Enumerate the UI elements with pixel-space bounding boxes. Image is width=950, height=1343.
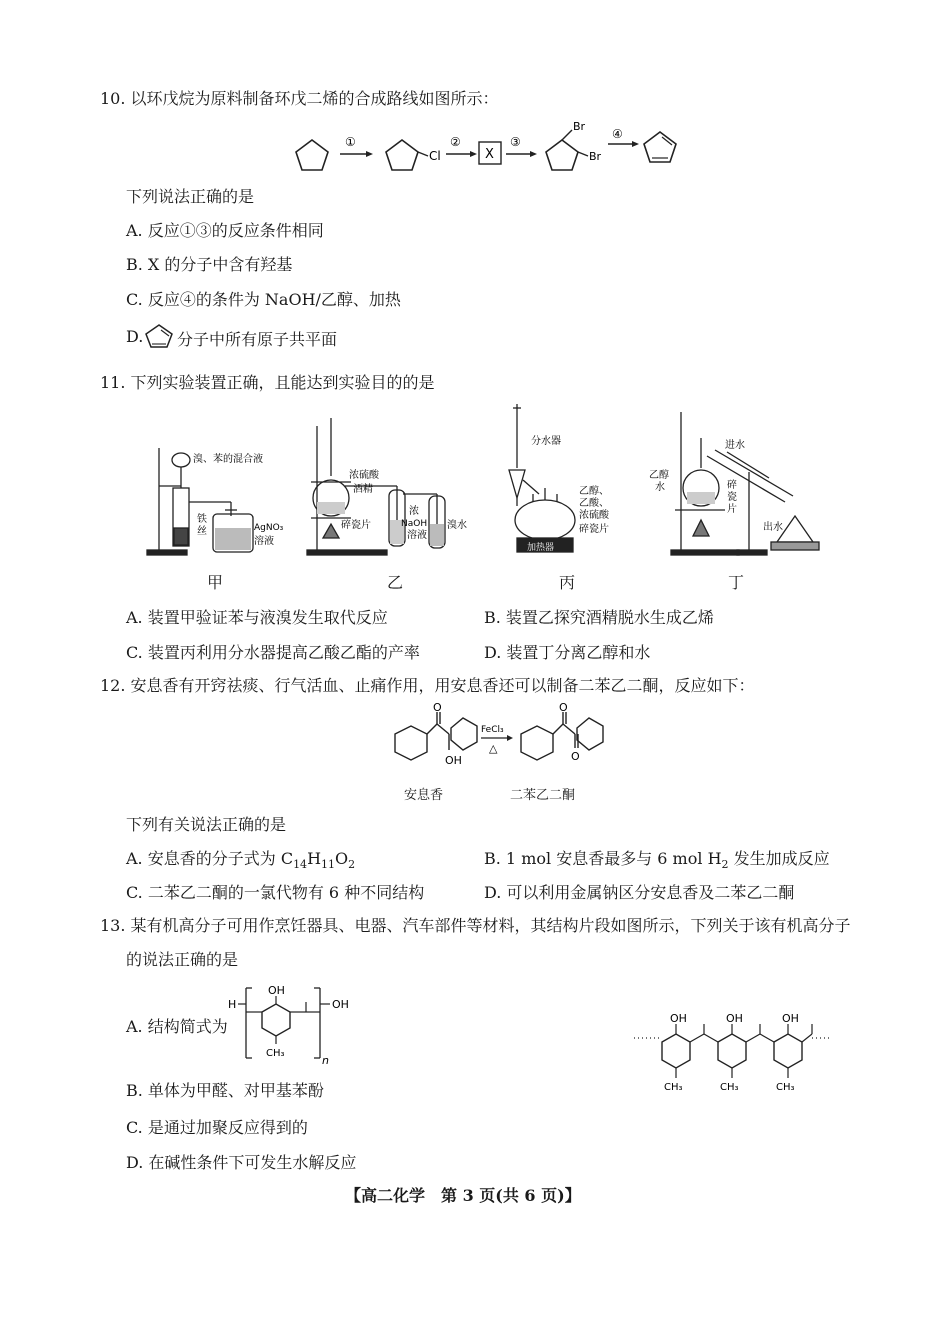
bing-heat: 加热器	[527, 543, 555, 553]
apparatus-ding	[671, 412, 819, 555]
step1-label: ①	[345, 135, 356, 149]
br2-label: Br	[589, 150, 602, 163]
bing-sep: 分水器	[531, 436, 561, 447]
benzoin-o: O	[433, 702, 442, 714]
q10-stem: 10. 以环戊烷为原料制备环戊二烯的合成路线如图所示：	[100, 89, 499, 108]
q13-stem-line1: 13. 某有机高分子可用作烹饪器具、电器、汽车部件等材料，其结构片段如图所示，下列关于该有机高分子	[100, 916, 851, 935]
ding-chip2: 瓷	[727, 492, 737, 503]
ding-in: 进水	[725, 440, 745, 451]
br1-label: Br	[573, 120, 586, 133]
x-label: X	[485, 147, 494, 162]
cyclopentadiene-icon	[144, 322, 176, 350]
frag-oh-3: OH	[782, 1012, 799, 1025]
ding-chip1: 碎	[727, 480, 737, 491]
q10-synthesis-route	[290, 112, 690, 184]
yi-acid1: 浓硫酸	[349, 470, 379, 481]
struct-oh: OH	[268, 984, 285, 997]
bing-chip: 碎瓷片	[579, 524, 609, 535]
yi-naoh3: 溶液	[407, 530, 427, 541]
cond-heat: △	[489, 742, 498, 755]
ding-out: 出水	[763, 522, 783, 533]
q13-polymer-fragment	[632, 1008, 832, 1108]
ding-mix2: 水	[655, 482, 665, 493]
page-footer: 【高二化学 第 3 页(共 6 页)】	[345, 1186, 581, 1205]
benzoin-oh: OH	[445, 754, 462, 767]
struct-h: H	[228, 998, 237, 1011]
yi-br: 溴水	[447, 520, 467, 531]
jia-fe1: 铁	[197, 514, 207, 525]
q11-option-c: C. 装置丙利用分水器提高乙酸乙酯的产率	[126, 643, 420, 662]
label-yi: 乙	[387, 573, 404, 592]
q12-ask: 下列有关说法正确的是	[126, 815, 287, 834]
q13-option-b: B. 单体为甲醛、对甲基苯酚	[126, 1081, 324, 1100]
yi-chip: 碎瓷片	[341, 520, 371, 531]
benzil-o1: O	[559, 702, 568, 714]
yi-acid2: 酒精	[353, 484, 373, 495]
cl-label: Cl	[429, 149, 441, 163]
q11-option-b: B. 装置乙探究酒精脱水生成乙烯	[484, 608, 714, 627]
struct-n: n	[322, 1054, 329, 1064]
frag-oh-1: OH	[670, 1012, 687, 1025]
q12-reaction-scheme	[375, 702, 635, 784]
q13-option-c: C. 是通过加聚反应得到的	[126, 1118, 308, 1137]
jia-mix-label: 溴、苯的混合液	[193, 454, 263, 465]
yi-naoh1: 浓	[409, 506, 419, 517]
frag-oh-2: OH	[726, 1012, 743, 1025]
q10-option-c: C. 反应④的条件为 NaOH/乙醇、加热	[126, 290, 401, 309]
q12-option-b: B. 1 mol 安息香最多与 6 mol $H_2$ 发生加成反应	[484, 849, 830, 872]
q13-option-a: A. 结构简式为	[126, 1017, 228, 1036]
label-ding: 丁	[728, 573, 745, 592]
label-jia: 甲	[207, 573, 224, 592]
q11-stem: 11. 下列实验装置正确，且能达到实验目的的是	[100, 373, 435, 392]
q13-option-d: D. 在碱性条件下可发生水解反应	[126, 1153, 357, 1172]
ding-chip3: 片	[727, 504, 737, 515]
q12-option-a: A. 安息香的分子式为 $C_{14}H_{11}O_2$	[126, 849, 356, 872]
q11-apparatus-figure	[145, 398, 835, 562]
benzil-o2: O	[571, 750, 580, 763]
cond-fecl3: FeCl₃	[481, 725, 504, 735]
apparatus-bing	[509, 404, 575, 552]
name-benzoin: 安息香	[404, 788, 444, 803]
q12-option-d: D. 可以利用金属钠区分安息香及二苯乙二酮	[484, 883, 795, 902]
label-bing: 丙	[559, 573, 576, 592]
bing-m1: 乙醇、	[579, 486, 609, 497]
frag-ch3-1: CH₃	[664, 1082, 683, 1093]
name-benzil: 二苯乙二酮	[510, 788, 576, 803]
q10-option-d-prefix: D.	[126, 327, 144, 346]
q13-stem-line2: 的说法正确的是	[126, 950, 239, 969]
ding-mix1: 乙醇	[649, 470, 669, 481]
q10-option-d: 分子中所有原子共平面	[177, 330, 338, 349]
q10-option-a: A. 反应①③的反应条件相同	[126, 221, 324, 240]
jia-fe2: 丝	[197, 526, 207, 537]
q12-option-c: C. 二苯乙二酮的一氯代物有 6 种不同结构	[126, 883, 425, 902]
jia-sol: 溶液	[254, 536, 274, 547]
bing-m3: 浓硫酸	[579, 510, 609, 521]
q13-structural-formula	[226, 982, 366, 1064]
step4-label: ④	[612, 127, 623, 141]
q10-ask: 下列说法正确的是	[126, 187, 255, 206]
struct-oh-end: OH	[332, 998, 349, 1011]
yi-naoh2: NaOH	[401, 519, 428, 529]
frag-ch3-2: CH₃	[720, 1082, 739, 1093]
step3-label: ③	[510, 135, 521, 149]
q12-stem: 12. 安息香有开窍祛痰、行气活血、止痛作用，用安息香还可以制备二苯乙二酮，反应如下：	[100, 676, 755, 695]
frag-ch3-3: CH₃	[776, 1082, 795, 1093]
struct-ch3: CH₃	[266, 1048, 285, 1059]
q11-option-a: A. 装置甲验证苯与液溴发生取代反应	[126, 608, 388, 627]
q10-option-b: B. X 的分子中含有羟基	[126, 255, 293, 274]
step2-label: ②	[450, 135, 461, 149]
q11-option-d: D. 装置丁分离乙醇和水	[484, 643, 651, 662]
jia-ag: AgNO₃	[254, 523, 284, 533]
bing-m2: 乙酸、	[579, 498, 609, 509]
